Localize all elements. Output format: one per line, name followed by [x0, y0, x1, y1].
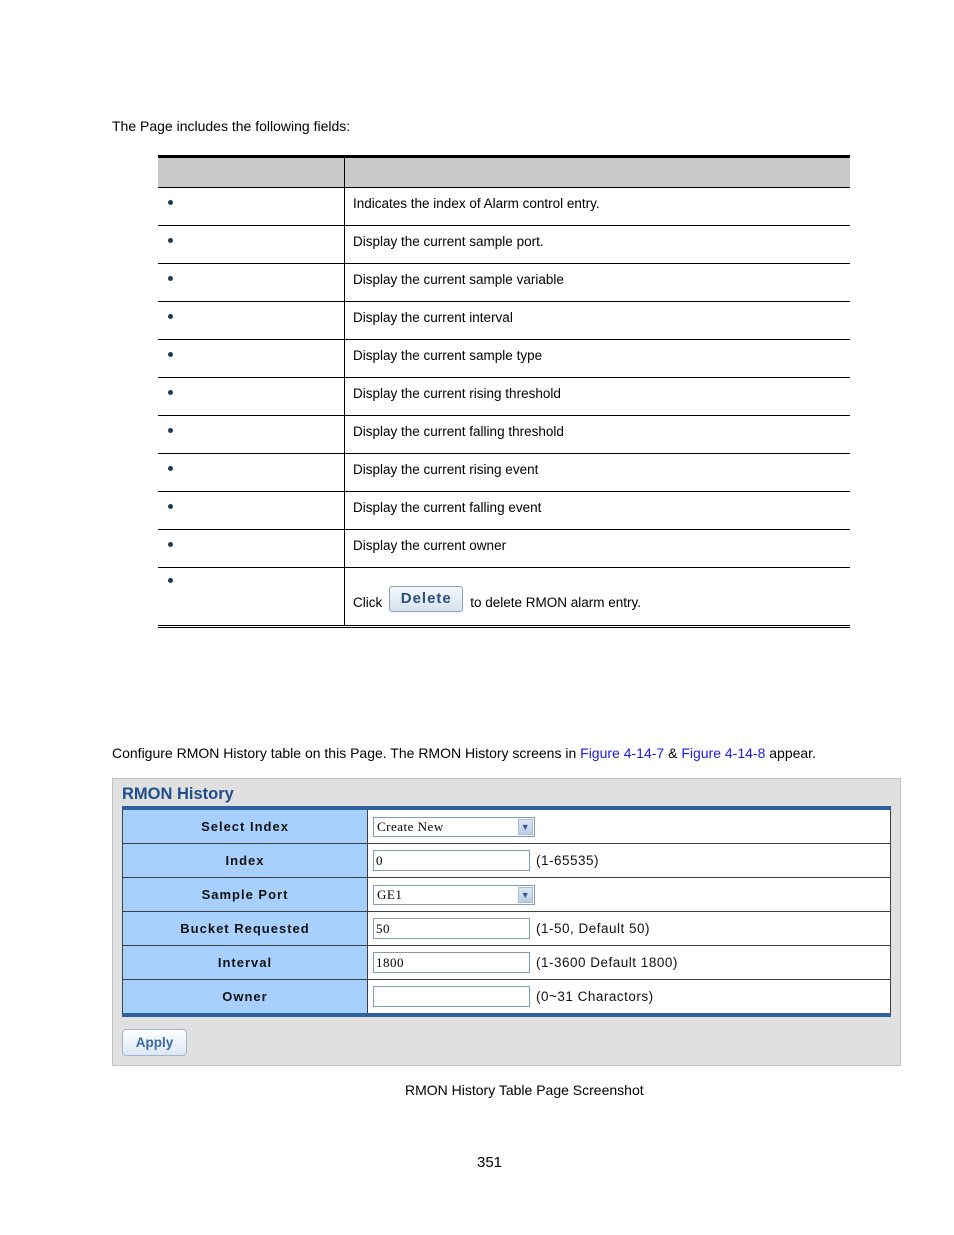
table-row: [158, 226, 850, 264]
field-description: Display the current sample variable: [353, 272, 564, 287]
figure-caption: RMON History Table Page Screenshot: [405, 1082, 644, 1098]
form-row-select-index: [122, 810, 891, 844]
history-intro-paragraph: [112, 745, 816, 761]
delete-button[interactable]: Delete: [389, 586, 463, 612]
bullet-icon: [168, 276, 173, 281]
figure-link-4-14-8[interactable]: Figure 4-14-8: [681, 745, 766, 761]
table-row: [158, 264, 850, 302]
field-description: Display the current rising event: [353, 462, 539, 477]
table-header: [158, 158, 850, 188]
bullet-icon: [168, 200, 173, 205]
page-number: 351: [477, 1154, 503, 1171]
form-label: Index: [122, 844, 368, 877]
table-row: [158, 416, 850, 454]
table-row: [158, 492, 850, 530]
table-row: [158, 378, 850, 416]
bucket-requested-input[interactable]: 50: [373, 918, 530, 939]
table-row: [158, 530, 850, 568]
chevron-down-icon: ▼: [518, 887, 533, 903]
field-description: Display the current falling event: [353, 500, 542, 515]
field-description: Display the current falling threshold: [353, 424, 564, 439]
owner-input[interactable]: [373, 986, 530, 1007]
form-row-sample-port: [122, 878, 891, 912]
bucket-requested-hint: (1-50, Default 50): [536, 921, 651, 936]
index-hint: (1-65535): [536, 853, 600, 868]
interval-hint: (1-3600 Default 1800): [536, 955, 678, 970]
panel-title: RMON History: [122, 785, 234, 803]
bullet-icon: [168, 390, 173, 395]
paragraph-text: &: [664, 745, 682, 761]
field-description: Display the current rising threshold: [353, 386, 561, 401]
owner-hint: (0~31 Charactors): [536, 989, 654, 1004]
form-row-owner: [122, 980, 891, 1013]
form-label: Owner: [122, 980, 368, 1013]
bullet-icon: [168, 428, 173, 433]
field-description: Display the current sample type: [353, 348, 543, 363]
bullet-icon: [168, 466, 173, 471]
table-bottom-rule: [158, 625, 850, 628]
table-row: [158, 188, 850, 226]
bullet-icon: [168, 578, 173, 583]
rmon-history-form: [122, 806, 891, 1017]
form-label: Interval: [122, 946, 368, 979]
bullet-icon: [168, 352, 173, 357]
field-description: Display the current owner: [353, 538, 507, 553]
figure-link-4-14-7[interactable]: Figure 4-14-7: [580, 745, 665, 761]
interval-input[interactable]: 1800: [373, 952, 530, 973]
field-description: Indicates the index of Alarm control entry.: [353, 196, 600, 211]
bullet-icon: [168, 314, 173, 319]
table-row-delete: [158, 568, 850, 625]
sample-port-dropdown[interactable]: GE1 ▼: [373, 885, 535, 905]
fields-table: [158, 155, 850, 628]
delete-description: to delete RMON alarm entry.: [470, 595, 642, 610]
click-label: Click: [353, 595, 383, 610]
form-label: Sample Port: [122, 878, 368, 911]
table-row: [158, 454, 850, 492]
table-row: [158, 302, 850, 340]
index-input[interactable]: 0: [373, 850, 530, 871]
form-row-bucket-requested: [122, 912, 891, 946]
field-description: Display the current sample port.: [353, 234, 544, 249]
form-row-index: [122, 844, 891, 878]
form-label: Select Index: [122, 810, 368, 843]
table-row: [158, 340, 850, 378]
form-label: Bucket Requested: [122, 912, 368, 945]
chevron-down-icon: ▼: [518, 819, 533, 835]
paragraph-text: Configure RMON History table on this Page. The RMON History screens in: [112, 745, 581, 761]
bullet-icon: [168, 542, 173, 547]
form-row-interval: [122, 946, 891, 980]
intro-text: The Page includes the following fields:: [112, 118, 351, 134]
field-description: Display the current interval: [353, 310, 513, 325]
select-index-dropdown[interactable]: Create New ▼: [373, 817, 535, 837]
bullet-icon: [168, 238, 173, 243]
rmon-history-panel: [112, 778, 901, 1066]
apply-button[interactable]: Apply: [122, 1029, 187, 1056]
bullet-icon: [168, 504, 173, 509]
paragraph-text: appear.: [765, 745, 816, 761]
